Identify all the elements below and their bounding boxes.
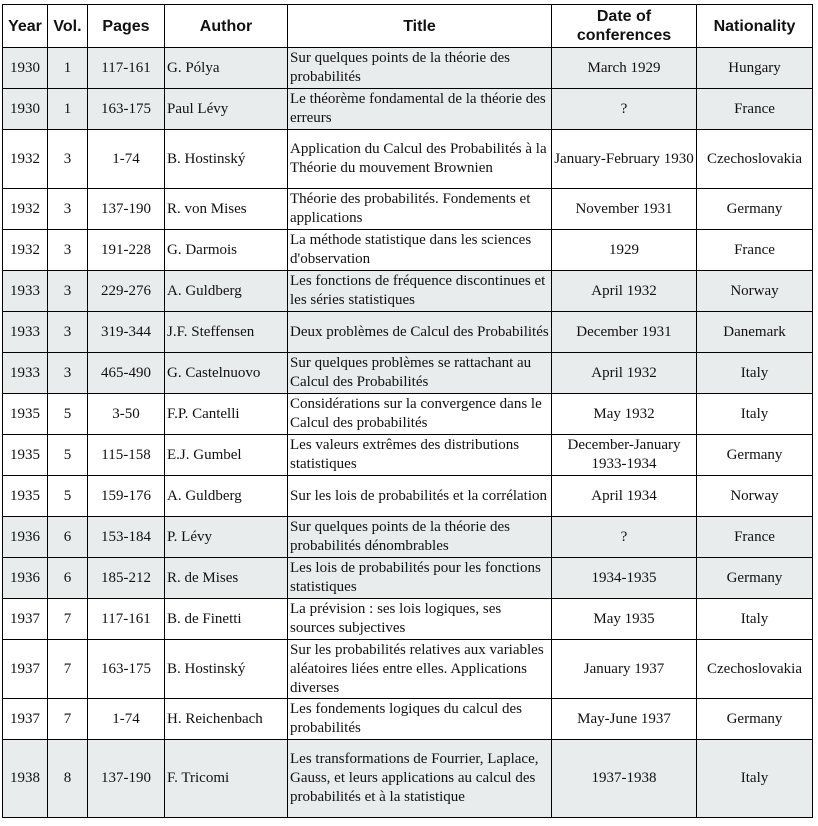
cell-title: Les valeurs extrêmes des distributions statistiques (288, 435, 552, 476)
cell-nationality: Italy (697, 353, 813, 394)
cell-date: November 1931 (552, 189, 697, 230)
header-title: Title (288, 5, 552, 48)
header-author: Author (165, 5, 288, 48)
cell-date: January 1937 (552, 640, 697, 699)
cell-vol: 8 (48, 740, 88, 818)
cell-vol: 5 (48, 394, 88, 435)
table-row (3, 699, 813, 740)
cell-pages: 465-490 (88, 353, 165, 394)
cell-pages: 117-161 (88, 48, 165, 89)
cell-title: Les fondements logiques du calcul des probabilités (288, 699, 552, 740)
cell-title: Sur quelques points de la théorie des probabilités dénombrables (288, 517, 552, 558)
cell-author: Paul Lévy (165, 89, 288, 130)
cell-year: 1937 (3, 599, 48, 640)
cell-author: G. Darmois (165, 230, 288, 271)
cell-title: Considérations sur la convergence dans le Calcul des probabilités (288, 394, 552, 435)
cell-date: April 1932 (552, 271, 697, 312)
cell-author: P. Lévy (165, 517, 288, 558)
cell-nationality: Germany (697, 435, 813, 476)
cell-year: 1936 (3, 517, 48, 558)
cell-year: 1936 (3, 558, 48, 599)
table-row (3, 740, 813, 818)
cell-nationality: Italy (697, 394, 813, 435)
cell-year: 1935 (3, 394, 48, 435)
cell-date: May 1935 (552, 599, 697, 640)
cell-year: 1935 (3, 435, 48, 476)
cell-year: 1937 (3, 640, 48, 699)
cell-author: G. Castelnuovo (165, 353, 288, 394)
table-row (3, 394, 813, 435)
table-row (3, 189, 813, 230)
cell-pages: 159-176 (88, 476, 165, 517)
cell-author: B. Hostinský (165, 130, 288, 189)
table-row (3, 48, 813, 89)
table-row (3, 558, 813, 599)
cell-title: La méthode statistique dans les sciences d'observation (288, 230, 552, 271)
cell-vol: 7 (48, 640, 88, 699)
cell-date: ? (552, 517, 697, 558)
cell-title: Les lois de probabilités pour les fonctions statistiques (288, 558, 552, 599)
cell-vol: 6 (48, 558, 88, 599)
cell-vol: 3 (48, 271, 88, 312)
table-row (3, 640, 813, 699)
table-row (3, 230, 813, 271)
cell-nationality: Norway (697, 476, 813, 517)
cell-vol: 3 (48, 312, 88, 353)
cell-pages: 1-74 (88, 699, 165, 740)
cell-title: La prévision : ses lois logiques, ses sources subjectives (288, 599, 552, 640)
cell-author: R. de Mises (165, 558, 288, 599)
cell-author: A. Guldberg (165, 271, 288, 312)
table-row (3, 599, 813, 640)
cell-nationality: France (697, 517, 813, 558)
cell-title: Les transformations de Fourrier, Laplace, Gauss, et leurs applications au calcul des probabilités et à la statistique (288, 740, 552, 818)
cell-author: B. Hostinský (165, 640, 288, 699)
cell-nationality: Italy (697, 740, 813, 818)
cell-year: 1933 (3, 271, 48, 312)
cell-pages: 163-175 (88, 640, 165, 699)
cell-year: 1930 (3, 89, 48, 130)
cell-vol: 7 (48, 699, 88, 740)
cell-pages: 117-161 (88, 599, 165, 640)
table-row (3, 435, 813, 476)
cell-pages: 137-190 (88, 740, 165, 818)
cell-title: Application du Calcul des Probabilités à la Théorie du mouvement Brownien (288, 130, 552, 189)
cell-title: Le théorème fondamental de la théorie des erreurs (288, 89, 552, 130)
cell-pages: 115-158 (88, 435, 165, 476)
cell-vol: 1 (48, 48, 88, 89)
cell-year: 1938 (3, 740, 48, 818)
cell-nationality: Czechoslovakia (697, 130, 813, 189)
cell-date: December 1931 (552, 312, 697, 353)
cell-vol: 3 (48, 353, 88, 394)
cell-nationality: France (697, 89, 813, 130)
table-row (3, 312, 813, 353)
cell-nationality: Germany (697, 189, 813, 230)
cell-nationality: Italy (697, 599, 813, 640)
cell-pages: 1-74 (88, 130, 165, 189)
header-date-line1: Date of (596, 8, 652, 25)
cell-pages: 3-50 (88, 394, 165, 435)
cell-title: Sur les lois de probabilités et la corrélation (288, 476, 552, 517)
cell-nationality: Germany (697, 558, 813, 599)
cell-year: 1933 (3, 312, 48, 353)
cell-title: Sur quelques problèmes se rattachant au Calcul des Probabilités (288, 353, 552, 394)
cell-date: May-June 1937 (552, 699, 697, 740)
header-date (552, 5, 697, 48)
cell-title: Deux problèmes de Calcul des Probabilités (288, 312, 552, 353)
cell-date: December-January 1933-1934 (552, 435, 697, 476)
cell-vol: 3 (48, 189, 88, 230)
cell-date: January-February 1930 (552, 130, 697, 189)
cell-nationality: Danemark (697, 312, 813, 353)
cell-date: March 1929 (552, 48, 697, 89)
cell-vol: 1 (48, 89, 88, 130)
cell-pages: 191-228 (88, 230, 165, 271)
cell-pages: 137-190 (88, 189, 165, 230)
cell-vol: 3 (48, 230, 88, 271)
cell-vol: 5 (48, 476, 88, 517)
cell-author: A. Guldberg (165, 476, 288, 517)
cell-date: 1929 (552, 230, 697, 271)
cell-pages: 185-212 (88, 558, 165, 599)
cell-date: 1934-1935 (552, 558, 697, 599)
cell-author: J.F. Steffensen (165, 312, 288, 353)
cell-vol: 6 (48, 517, 88, 558)
header-year: Year (3, 5, 48, 48)
table-row (3, 89, 813, 130)
cell-year: 1937 (3, 699, 48, 740)
table-row (3, 353, 813, 394)
cell-title: Les fonctions de fréquence discontinues et les séries statistiques (288, 271, 552, 312)
table-row (3, 517, 813, 558)
cell-year: 1932 (3, 230, 48, 271)
cell-title: Sur les probabilités relatives aux variables aléatoires liées entre elles. Applications diverses (288, 640, 552, 699)
cell-pages: 163-175 (88, 89, 165, 130)
cell-author: F.P. Cantelli (165, 394, 288, 435)
cell-pages: 153-184 (88, 517, 165, 558)
cell-author: E.J. Gumbel (165, 435, 288, 476)
cell-date: 1937-1938 (552, 740, 697, 818)
cell-year: 1933 (3, 353, 48, 394)
cell-title: Sur quelques points de la théorie des probabilités (288, 48, 552, 89)
publications-table (2, 4, 813, 818)
cell-title: Théorie des probabilités. Fondements et applications (288, 189, 552, 230)
cell-date: April 1934 (552, 476, 697, 517)
table-row (3, 130, 813, 189)
header-row (3, 5, 813, 48)
cell-vol: 7 (48, 599, 88, 640)
cell-year: 1930 (3, 48, 48, 89)
table-row (3, 271, 813, 312)
header-date-line2: conferences (576, 27, 672, 44)
cell-pages: 319-344 (88, 312, 165, 353)
cell-vol: 5 (48, 435, 88, 476)
header-pages: Pages (88, 5, 165, 48)
cell-author: G. Pólya (165, 48, 288, 89)
table-row (3, 476, 813, 517)
cell-year: 1932 (3, 130, 48, 189)
cell-nationality: France (697, 230, 813, 271)
cell-author: R. von Mises (165, 189, 288, 230)
cell-year: 1935 (3, 476, 48, 517)
cell-year: 1932 (3, 189, 48, 230)
cell-nationality: Germany (697, 699, 813, 740)
cell-author: H. Reichenbach (165, 699, 288, 740)
cell-author: F. Tricomi (165, 740, 288, 818)
cell-vol: 3 (48, 130, 88, 189)
cell-nationality: Hungary (697, 48, 813, 89)
header-vol: Vol. (48, 5, 88, 48)
header-nationality: Nationality (697, 5, 813, 48)
cell-nationality: Norway (697, 271, 813, 312)
cell-date: May 1932 (552, 394, 697, 435)
cell-author: B. de Finetti (165, 599, 288, 640)
cell-pages: 229-276 (88, 271, 165, 312)
cell-date: April 1932 (552, 353, 697, 394)
cell-nationality: Czechoslovakia (697, 640, 813, 699)
cell-date: ? (552, 89, 697, 130)
